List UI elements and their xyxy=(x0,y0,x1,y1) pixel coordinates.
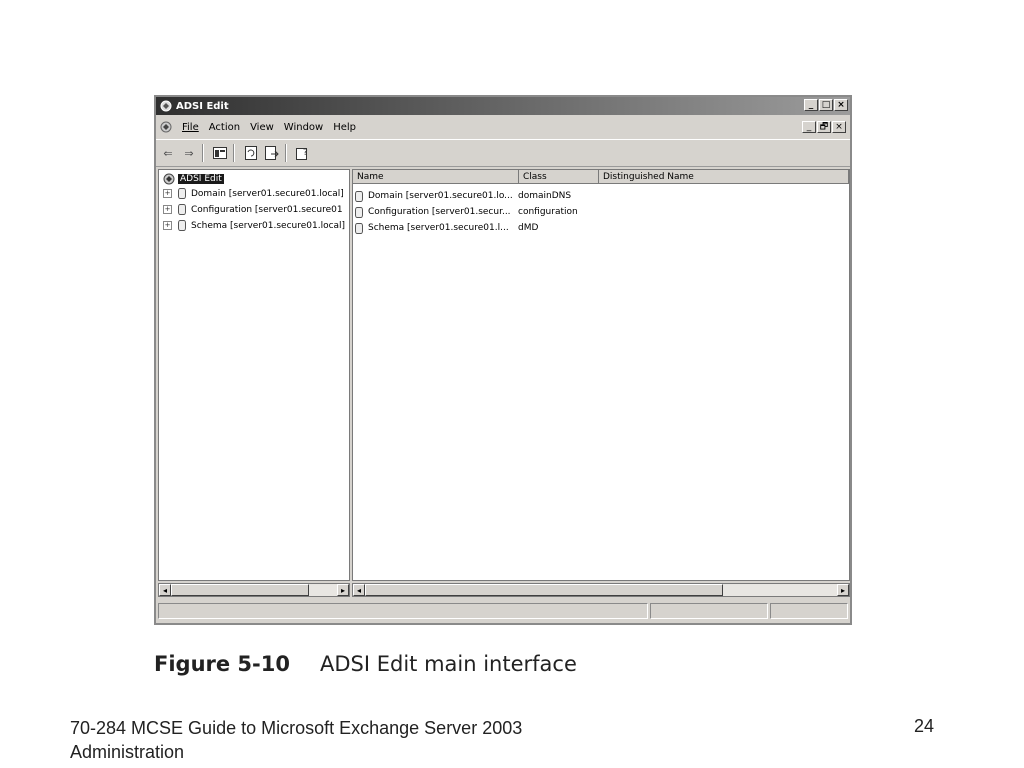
menu-view[interactable]: View xyxy=(250,121,274,133)
column-header-class[interactable]: Class xyxy=(519,170,599,184)
figure-caption xyxy=(154,652,577,676)
tree-item-domain[interactable] xyxy=(163,188,344,199)
maximize-button[interactable]: □ xyxy=(819,99,833,111)
tree-item-schema[interactable] xyxy=(163,220,345,231)
menu-action[interactable]: Action xyxy=(208,121,241,133)
page-number: 24 xyxy=(914,716,935,736)
svg-text:?: ? xyxy=(303,148,308,158)
toolbar xyxy=(156,139,850,167)
status-bar xyxy=(158,603,848,621)
footer-line-2: Administration xyxy=(70,742,185,762)
menu-help[interactable]: Help xyxy=(333,121,357,133)
row-name: Domain [server01.secure01.lo... xyxy=(368,191,513,201)
tree-horizontal-scrollbar[interactable] xyxy=(158,583,350,597)
tree-item-label: Schema [server01.secure01.local] xyxy=(191,220,346,231)
tree-pane[interactable] xyxy=(158,169,350,581)
database-icon xyxy=(178,220,186,231)
mdi-close-button[interactable]: × xyxy=(832,121,846,133)
database-icon xyxy=(355,191,363,202)
mdi-minimize-button[interactable]: _ xyxy=(802,121,816,133)
tree-item-label: Domain [server01.secure01.local] xyxy=(191,188,344,199)
figure-number: Figure 5-10 xyxy=(154,652,290,676)
list-header xyxy=(353,170,849,184)
status-panel xyxy=(770,603,848,619)
footer-line-1: 70-284 MCSE Guide to Microsoft Exchange Server 2003 xyxy=(70,718,523,738)
scroll-thumb[interactable] xyxy=(171,584,309,596)
column-header-distinguished-name[interactable]: Distinguished Name xyxy=(599,170,849,184)
menu-bar xyxy=(156,117,850,137)
tree-root-label: ADSI Edit xyxy=(180,174,222,184)
scroll-left-arrow-icon[interactable]: ◂ xyxy=(159,584,171,596)
list-row[interactable] xyxy=(355,205,598,219)
scroll-thumb[interactable] xyxy=(365,584,723,596)
menu-file[interactable]: File xyxy=(182,121,199,133)
toolbar-separator xyxy=(202,144,204,162)
tree-item-configuration[interactable] xyxy=(163,204,343,215)
database-icon xyxy=(355,223,363,234)
export-list-icon[interactable] xyxy=(263,144,281,162)
minimize-button[interactable]: _ xyxy=(804,99,818,111)
row-class: domainDNS xyxy=(518,191,572,201)
close-button[interactable]: × xyxy=(834,99,848,111)
scroll-left-arrow-icon[interactable]: ◂ xyxy=(353,584,365,596)
list-horizontal-scrollbar[interactable] xyxy=(352,583,850,597)
list-row[interactable] xyxy=(355,221,598,235)
list-row[interactable] xyxy=(355,189,598,203)
database-icon xyxy=(355,207,363,218)
database-icon xyxy=(178,188,186,199)
database-icon xyxy=(178,204,186,215)
column-header-name[interactable]: Name xyxy=(353,170,519,184)
toolbar-separator xyxy=(233,144,235,162)
row-class: configuration xyxy=(518,207,578,217)
title-bar[interactable] xyxy=(156,97,850,115)
toolbar-separator xyxy=(285,144,287,162)
tree-root[interactable] xyxy=(163,173,224,185)
mdi-restore-button[interactable]: 🗗 xyxy=(817,121,831,133)
row-name: Schema [server01.secure01.l... xyxy=(368,223,509,233)
status-panel xyxy=(158,603,648,619)
adsi-edit-window xyxy=(154,95,852,625)
menu-window[interactable]: Window xyxy=(283,121,324,133)
refresh-icon[interactable] xyxy=(242,144,260,162)
scroll-right-arrow-icon[interactable]: ▸ xyxy=(837,584,849,596)
adsi-menu-icon[interactable] xyxy=(160,121,172,133)
forward-arrow-icon[interactable]: ⇒ xyxy=(184,146,194,160)
tree-item-label: Configuration [server01.secure01 xyxy=(191,204,343,215)
adsi-app-icon xyxy=(160,100,172,112)
list-pane[interactable] xyxy=(352,169,850,581)
row-name: Configuration [server01.secur... xyxy=(368,207,511,217)
adsi-root-icon xyxy=(163,173,175,185)
window-title: ADSI Edit xyxy=(176,100,229,112)
expand-plus-icon[interactable]: + xyxy=(164,221,171,229)
expand-plus-icon[interactable]: + xyxy=(164,189,171,197)
row-class: dMD xyxy=(518,223,539,233)
back-arrow-icon[interactable]: ⇐ xyxy=(163,146,173,160)
show-hide-tree-icon[interactable] xyxy=(211,144,229,162)
footer-text xyxy=(70,716,522,764)
figure-title: ADSI Edit main interface xyxy=(320,652,577,676)
expand-plus-icon[interactable]: + xyxy=(164,205,171,213)
scroll-right-arrow-icon[interactable]: ▸ xyxy=(337,584,349,596)
help-icon[interactable] xyxy=(294,144,312,162)
status-panel xyxy=(650,603,768,619)
